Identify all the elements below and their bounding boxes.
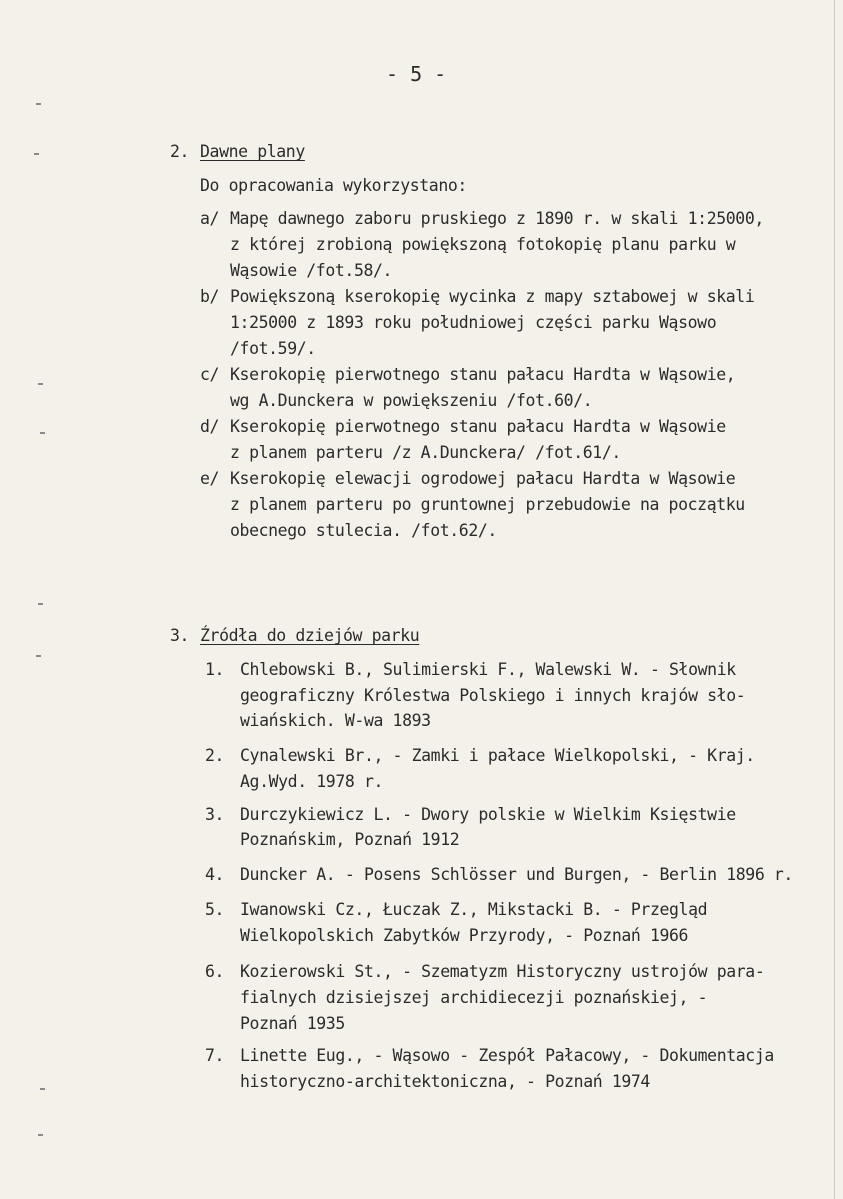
item-marker: a/ <box>200 209 220 228</box>
source-text-line: Duncker A. - Posens Schlösser und Burgen, - Berlin 1896 r. <box>240 865 793 884</box>
item-marker: c/ <box>200 365 220 384</box>
source-number: 4. <box>205 865 225 884</box>
source-text-line: Chlebowski B., Sulimierski F., Walewski W. - Słownik <box>240 660 736 679</box>
source-text-line: Linette Eug., - Wąsowo - Zespół Pałacowy, - Dokumentacja <box>240 1046 774 1065</box>
item-text-line: 1:25000 z 1893 roku południowej części parku Wąsowo <box>230 313 717 332</box>
scan-speck <box>40 1088 45 1090</box>
item-text-line: Kserokopię pierwotnego stanu pałacu Hardta w Wąsowie <box>230 417 726 436</box>
scan-speck <box>38 1134 43 1136</box>
item-text-line: Kserokopię pierwotnego stanu pałacu Hardta w Wąsowie, <box>230 365 736 384</box>
source-text-line: geograficzny Królestwa Polskiego i innych krajów sło- <box>240 686 746 705</box>
item-marker: b/ <box>200 287 220 306</box>
scan-speck <box>38 603 43 605</box>
source-text-line: Poznań 1935 <box>240 1014 345 1033</box>
scan-speck <box>38 383 43 385</box>
item-text-line: z której zrobioną powiększoną fotokopię planu parku w <box>230 235 736 254</box>
section3-title: Źródła do dziejów parku <box>200 626 420 645</box>
scan-speck <box>36 103 41 105</box>
item-text-line: z planem parteru po gruntownej przebudowie na początku <box>230 495 745 514</box>
section2-title: Dawne plany <box>200 142 305 161</box>
scan-speck <box>40 432 45 434</box>
item-text-line: obecnego stulecia. /fot.62/. <box>230 521 497 540</box>
source-text-line: Ag.Wyd. 1978 r. <box>240 772 384 791</box>
item-text-line: wg A.Dunckera w powiększeniu /fot.60/. <box>230 391 593 410</box>
source-text-line: Wielkopolskich Zabytków Przyrody, - Poznań 1966 <box>240 926 689 945</box>
page-edge <box>834 0 835 1199</box>
source-number: 3. <box>205 805 225 824</box>
item-marker: d/ <box>200 417 220 436</box>
section3-number: 3. <box>170 626 190 645</box>
item-text-line: /fot.59/. <box>230 339 316 358</box>
page-number: - 5 - <box>386 62 447 86</box>
source-text-line: wiańskich. W-wa 1893 <box>240 711 431 730</box>
source-number: 2. <box>205 746 225 765</box>
item-text-line: Powiększoną kserokopię wycinka z mapy sztabowej w skali <box>230 287 755 306</box>
source-text-line: Iwanowski Cz., Łuczak Z., Mikstacki B. - Przegląd <box>240 900 708 919</box>
source-number: 5. <box>205 900 225 919</box>
item-text-line: z planem parteru /z A.Dunckera/ /fot.61/. <box>230 443 621 462</box>
item-marker: e/ <box>200 469 220 488</box>
source-number: 7. <box>205 1046 225 1065</box>
item-text-line: Mapę dawnego zaboru pruskiego z 1890 r. w skali 1:25000, <box>230 209 764 228</box>
source-text-line: historyczno-architektoniczna, - Poznań 1974 <box>240 1072 650 1091</box>
source-text-line: Cynalewski Br., - Zamki i pałace Wielkopolski, - Kraj. <box>240 746 755 765</box>
source-text-line: Poznańskim, Poznań 1912 <box>240 830 460 849</box>
source-number: 6. <box>205 962 225 981</box>
section2-number: 2. <box>170 142 190 161</box>
item-text-line: Kserokopię elewacji ogrodowej pałacu Hardta w Wąsowie <box>230 469 736 488</box>
item-text-line: Wąsowie /fot.58/. <box>230 261 393 280</box>
source-text-line: Durczykiewicz L. - Dwory polskie w Wielkim Księstwie <box>240 805 736 824</box>
source-number: 1. <box>205 660 225 679</box>
source-text-line: fialnych dzisiejszej archidiecezji poznańskiej, - <box>240 988 708 1007</box>
section2-intro: Do opracowania wykorzystano: <box>200 176 467 195</box>
scan-speck <box>36 655 41 657</box>
source-text-line: Kozierowski St., - Szematyzm Historyczny ustrojów para- <box>240 962 765 981</box>
scan-speck <box>34 153 39 155</box>
